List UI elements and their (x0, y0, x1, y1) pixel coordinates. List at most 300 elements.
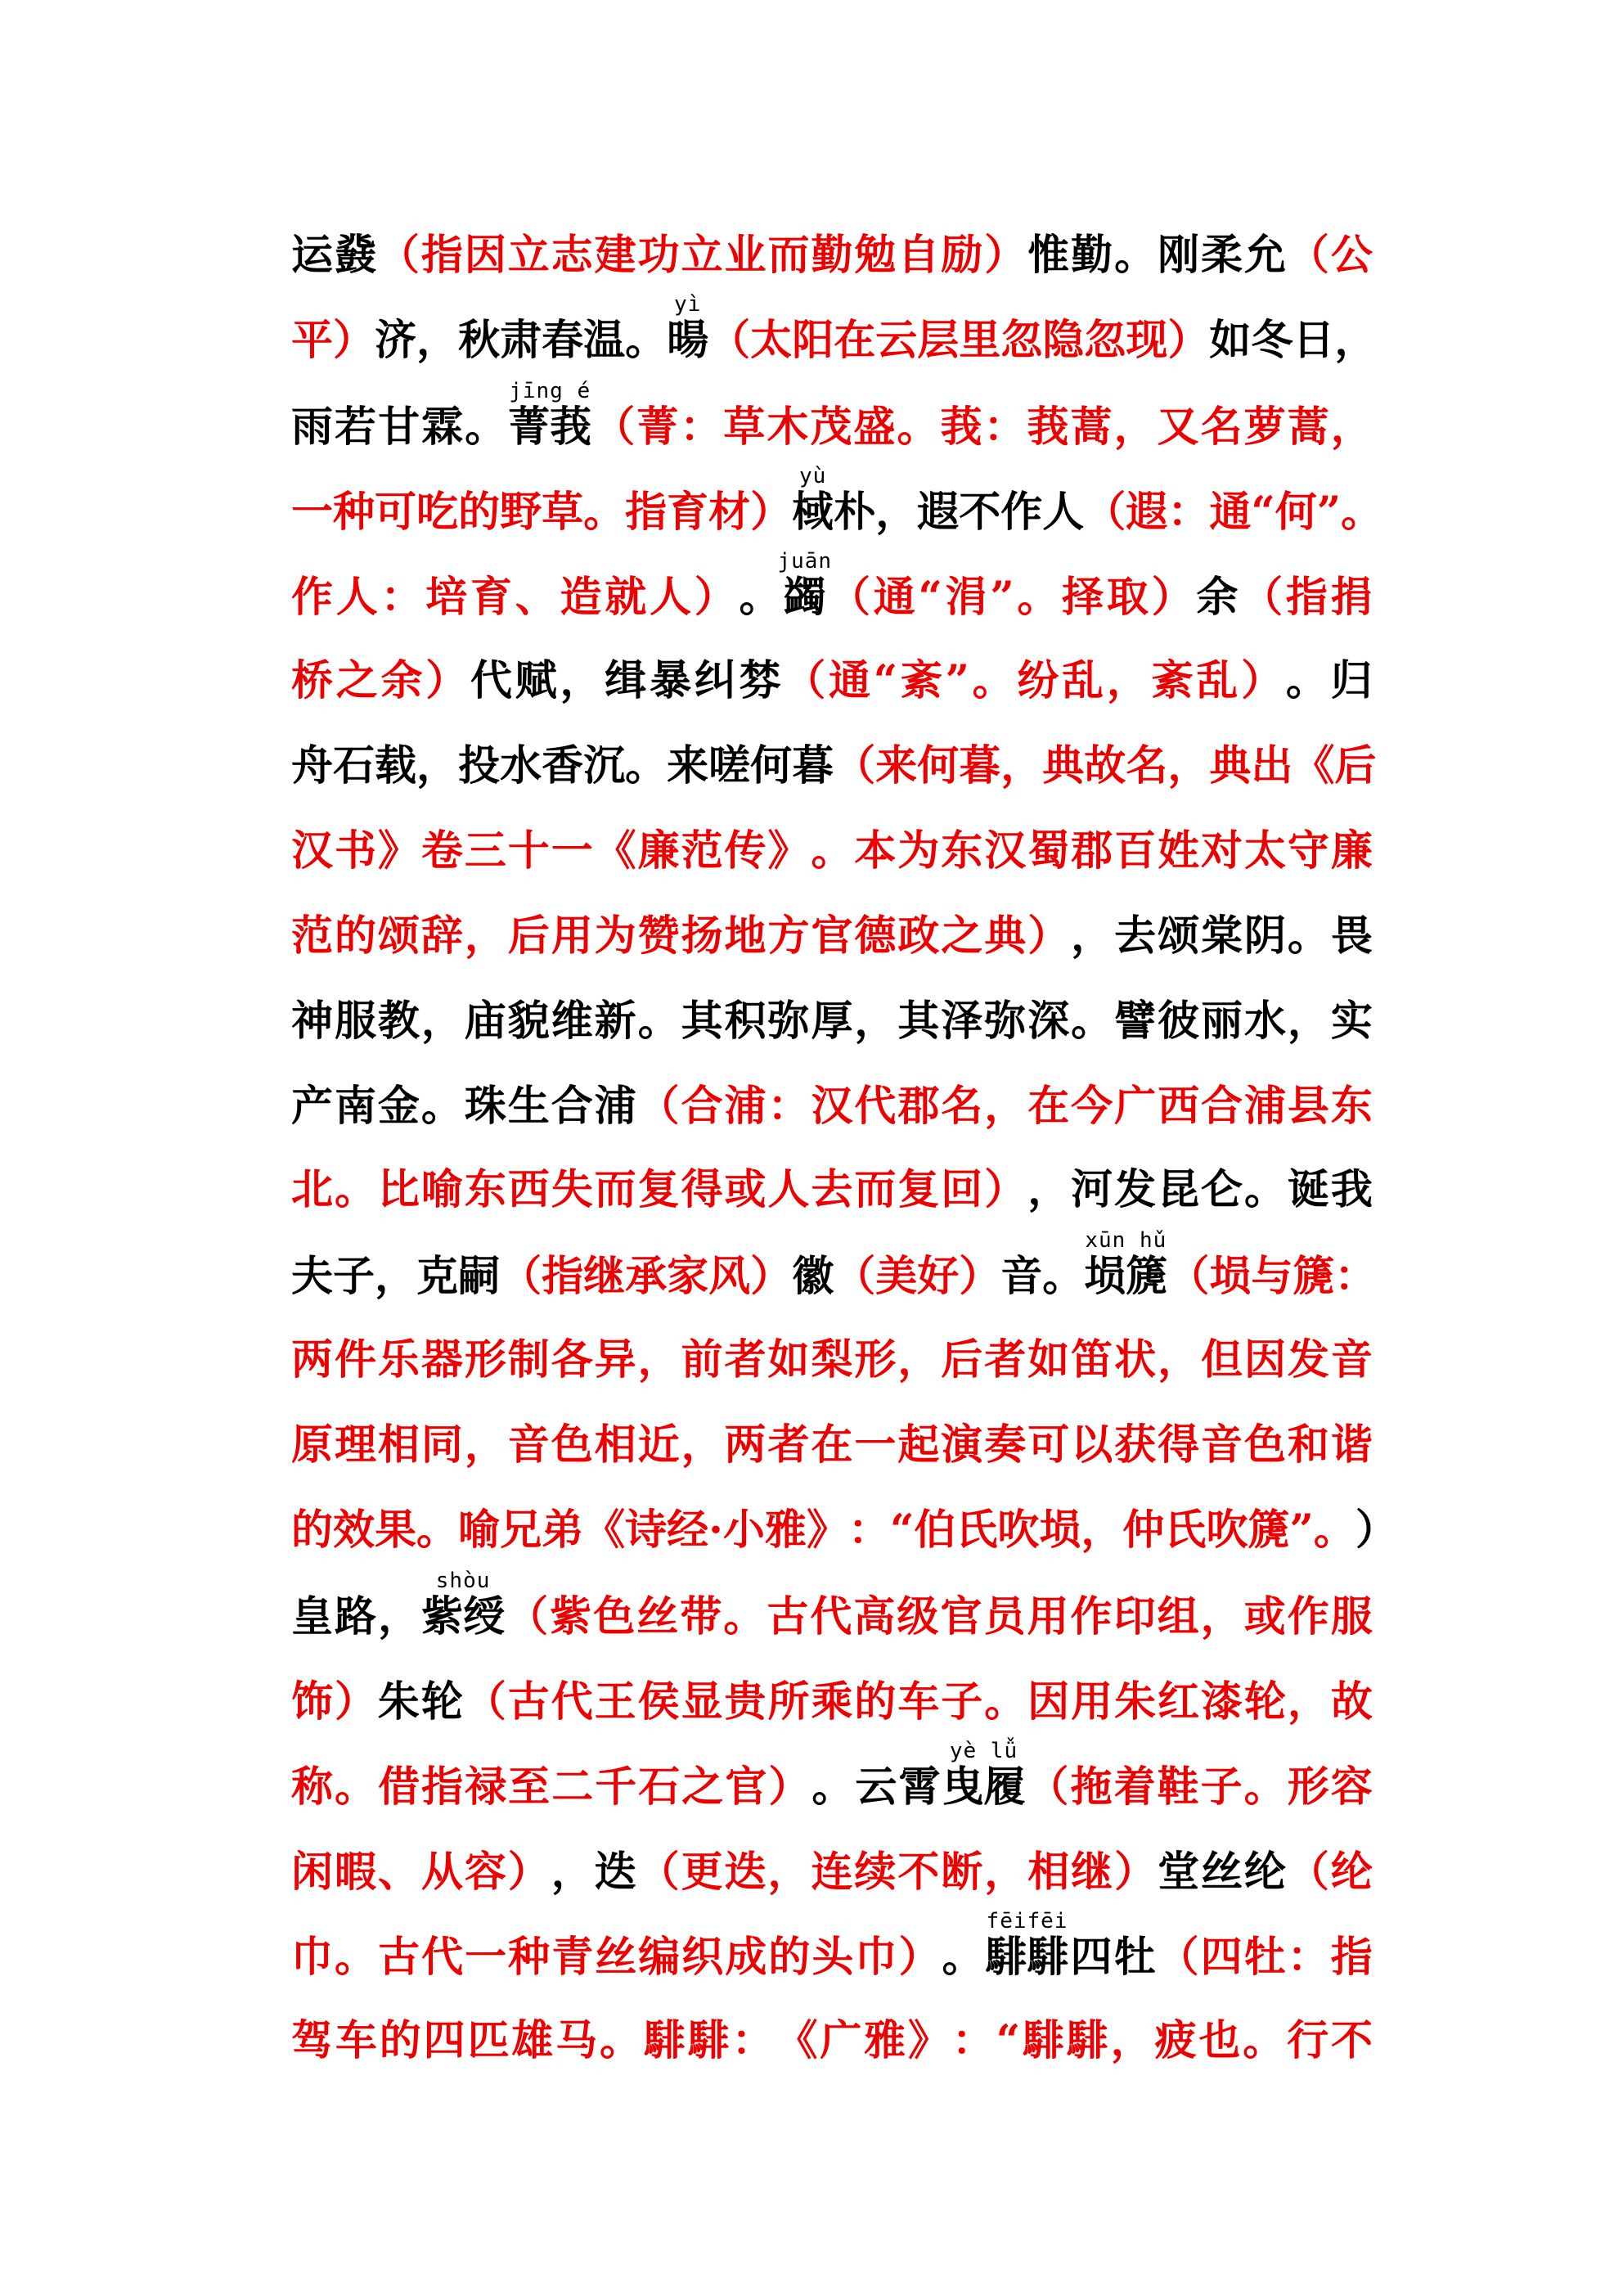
annotation-char: 现 (1126, 316, 1168, 365)
annotation-char: 忽 (1000, 316, 1043, 365)
annotation-char: 菁 (636, 403, 679, 452)
text-line (291, 722, 1377, 790)
annotation-char: 培 (425, 573, 468, 622)
annotation-char: 乱 (1062, 656, 1104, 705)
text-char: 其 (681, 997, 723, 1046)
annotation-char: 用 (1071, 1677, 1113, 1727)
text-char: ， (551, 1848, 593, 1897)
annotation-char: 在 (834, 316, 876, 365)
annotation-char: 头 (812, 1933, 854, 1982)
annotation-char: 喻 (458, 1506, 501, 1555)
annotation-char: “ (918, 573, 942, 622)
text-char: 暴 (650, 656, 692, 705)
annotation-char: ， (1113, 403, 1156, 452)
annotation-char: 家 (667, 1252, 709, 1301)
annotation-char: 雄 (511, 2016, 554, 2065)
annotation-char: 勤 (811, 231, 853, 280)
annotation-char: 遐 (1126, 488, 1168, 537)
annotation-char: 纷 (1017, 656, 1059, 705)
text-char: 。 (1243, 1165, 1286, 1214)
annotation-char: ） (1027, 912, 1070, 961)
annotation-char: ： (731, 2016, 774, 2065)
text-char: 温 (583, 316, 626, 365)
annotation-char: 作 (291, 573, 334, 622)
annotation-char: 浦 (1243, 1082, 1286, 1131)
annotation-char: 同 (420, 1420, 463, 1470)
text-char: 石 (333, 741, 375, 790)
annotation-char: （ (1287, 231, 1329, 280)
annotation-char: ” (1289, 1506, 1314, 1555)
annotation-char: ， (1287, 1677, 1329, 1727)
annotation-char: 后 (507, 912, 550, 961)
annotation-char: 赞 (637, 912, 680, 961)
text-char: 阴 (1243, 912, 1286, 961)
annotation-char: 。 (1017, 573, 1059, 622)
ruby-base-text: 棫 (792, 488, 834, 537)
annotation-char: 的 (334, 912, 376, 961)
annotation-char: 者 (984, 1335, 1027, 1384)
text-char: 载 (375, 741, 417, 790)
text-char: 刚 (1158, 231, 1200, 280)
annotation-char: 。 (583, 488, 626, 537)
text-char: 路 (335, 1592, 377, 1641)
text-char: 棼 (739, 656, 781, 705)
pinyin-annotation: yè lǚ (949, 1739, 1018, 1763)
annotation-char: 故 (1084, 741, 1126, 790)
annotation-char: 《 (594, 826, 636, 876)
annotation-char: （ (1157, 1933, 1199, 1982)
annotation-char: （ (834, 1252, 876, 1301)
annotation-char: 卷 (420, 826, 463, 876)
annotation-char: 盛 (853, 403, 896, 452)
annotation-char: 范 (681, 826, 723, 876)
annotation-char: 比 (377, 1165, 420, 1214)
annotation-char: 演 (941, 1420, 983, 1470)
annotation-char: 为 (897, 826, 940, 876)
annotation-char: 诗 (625, 1506, 668, 1555)
annotation-char: 之 (335, 656, 378, 705)
text-char: 归 (1330, 656, 1373, 705)
annotation-char: 郡 (1071, 826, 1113, 876)
annotation-char: 异 (594, 1335, 636, 1384)
annotation-char: 。 (1313, 1506, 1355, 1555)
text-char: 譬 (1114, 997, 1157, 1046)
annotation-char: 代 (810, 1592, 852, 1641)
annotation-char: 理 (334, 1420, 376, 1470)
annotation-char: （ (1287, 1848, 1329, 1897)
text-char: 秋 (458, 316, 501, 365)
annotation-char: 。 (897, 403, 939, 452)
text-char: ， (375, 1252, 417, 1301)
annotation-char: 就 (605, 573, 647, 622)
annotation-char: 可 (1027, 1420, 1070, 1470)
annotation-char: ： (680, 403, 722, 452)
annotation-char: 织 (681, 1933, 724, 1982)
annotation-char: 种 (333, 488, 375, 537)
text-char: 仑 (1201, 1165, 1243, 1214)
annotation-char: 守 (1287, 826, 1329, 876)
annotation-char: 起 (897, 1420, 940, 1470)
annotation-char: 典 (1042, 741, 1085, 790)
annotation-char: 获 (1114, 1420, 1157, 1470)
annotation-char: 隐 (1042, 316, 1085, 365)
annotation-char: 得 (681, 1165, 723, 1214)
annotation-char: 阳 (792, 316, 834, 365)
annotation-char: 传 (724, 826, 767, 876)
ruby-base-text: 蠲 (784, 573, 826, 622)
text-char: 云 (855, 1763, 897, 1812)
text-char: ） (1355, 1506, 1397, 1555)
annotation-char: 廉 (637, 826, 680, 876)
annotation-char: ） (333, 316, 375, 365)
annotation-char: 萝 (1243, 403, 1286, 452)
annotation-char: 形 (1287, 1763, 1329, 1812)
annotation-char: 巾 (855, 1933, 897, 1982)
annotation-char: 之 (941, 912, 983, 961)
annotation-char: 。 (335, 1933, 377, 1982)
annotation-char: 西 (507, 1165, 550, 1214)
annotation-char: 氏 (1164, 1506, 1207, 1555)
text-char: 如 (1209, 316, 1252, 365)
annotation-char: 。 (416, 1506, 459, 1555)
annotation-char: 着 (1113, 1763, 1156, 1812)
ruby-term (667, 292, 709, 365)
annotation-char: 奏 (984, 1420, 1027, 1470)
annotation-char: 巾 (291, 1933, 334, 1982)
text-char: 积 (724, 997, 767, 1046)
annotation-char: 造 (560, 573, 602, 622)
annotation-char: 广 (1114, 1082, 1157, 1131)
annotation-char: ） (1167, 316, 1210, 365)
annotation-char: 今 (1071, 1082, 1113, 1131)
pinyin-annotation: juān (777, 549, 833, 574)
annotation-char: ： (1167, 488, 1210, 537)
annotation-char: 闲 (291, 1848, 334, 1897)
text-line (291, 807, 1373, 876)
annotation-char: 育 (667, 488, 709, 537)
annotation-char: 三 (464, 826, 506, 876)
text-char: 迭 (594, 1848, 636, 1897)
text-char: 纠 (694, 656, 736, 705)
text-line (291, 1997, 1373, 2065)
annotation-char: 里 (959, 316, 1001, 365)
annotation-char: 《 (776, 2016, 818, 2065)
annotation-char: 青 (551, 1933, 594, 1982)
text-char: 。 (812, 1763, 854, 1812)
text-char: 我 (1330, 1165, 1373, 1214)
annotation-char: 色 (593, 1592, 636, 1641)
ruby-term (1084, 1228, 1168, 1301)
text-char: 遐 (917, 488, 960, 537)
annotation-char: 立 (507, 231, 550, 280)
annotation-char: 效 (333, 1506, 375, 1555)
annotation-char: 汉 (291, 826, 334, 876)
annotation-char: 驾 (291, 2016, 334, 2065)
annotation-char: 辞 (420, 912, 463, 961)
annotation-char: 颂 (377, 912, 420, 961)
annotation-char: 四 (423, 2016, 465, 2065)
annotation-char: 仲 (1122, 1506, 1165, 1555)
annotation-char: 建 (594, 231, 636, 280)
annotation-char: 如 (1027, 1335, 1070, 1384)
annotation-char: 断 (941, 1848, 983, 1897)
annotation-char: 。 (1243, 1763, 1286, 1812)
text-char: 代 (470, 656, 513, 705)
text-char: 厚 (811, 997, 853, 1046)
text-char: 来 (667, 741, 709, 790)
text-char: 神 (291, 997, 334, 1046)
text-char: 。 (465, 403, 507, 452)
annotation-char: 子 (941, 1677, 983, 1727)
annotation-char: 官 (940, 1592, 982, 1641)
text-char: 嗣 (458, 1252, 501, 1301)
annotation-char: 乘 (811, 1677, 853, 1727)
annotation-char: 所 (767, 1677, 810, 1727)
annotation-char: 吃 (416, 488, 459, 537)
annotation-char: 政 (897, 912, 940, 961)
annotation-char: 。 (1243, 2016, 1285, 2065)
annotation-char: 勉 (854, 231, 897, 280)
annotation-char: 去 (811, 1165, 853, 1214)
annotation-char: 高 (853, 1592, 896, 1641)
text-char: 发 (1114, 1165, 1157, 1214)
text-char: 颂 (1158, 912, 1200, 961)
annotation-char: 官 (811, 912, 853, 961)
annotation-char: 篪 (1248, 1506, 1290, 1555)
annotation-char: 谐 (1330, 1420, 1373, 1470)
annotation-char: 从 (420, 1848, 463, 1897)
pinyin-annotation: yù (799, 464, 827, 488)
annotation-char: ） (694, 573, 736, 622)
annotation-char: 莪 (940, 403, 982, 452)
annotation-char: 件 (334, 1335, 376, 1384)
annotation-char: 或 (724, 1165, 767, 1214)
text-char: 。 (739, 573, 781, 622)
annotation-char: 在 (1027, 1082, 1070, 1131)
annotation-char: 员 (983, 1592, 1026, 1641)
text-line (291, 379, 1373, 452)
pinyin-annotation: shòu (435, 1569, 491, 1593)
text-char: 彼 (1158, 997, 1200, 1046)
annotation-char: 涓 (945, 573, 987, 622)
annotation-char: 承 (625, 1252, 668, 1301)
annotation-char: 县 (1287, 1082, 1329, 1131)
annotation-char: 业 (724, 231, 767, 280)
annotation-char: 桥 (291, 656, 334, 705)
annotation-char: 两 (724, 1420, 767, 1470)
annotation-char: 名 (1200, 403, 1243, 452)
annotation-char: ） (1151, 573, 1194, 622)
annotation-char: 贵 (724, 1677, 767, 1727)
annotation-char: 》 (377, 826, 420, 876)
annotation-char: 匹 (467, 2016, 510, 2065)
text-char: 实 (1330, 997, 1373, 1046)
annotation-char: （ (464, 1677, 506, 1727)
annotation-char: ） (750, 488, 793, 537)
annotation-char: 各 (551, 1335, 593, 1384)
annotation-char: 东 (1330, 1082, 1373, 1131)
text-line (291, 637, 1373, 705)
text-line (291, 1909, 1373, 1982)
annotation-char: （ (834, 741, 876, 790)
annotation-char: 风 (708, 1252, 751, 1301)
annotation-char: 因 (1027, 1677, 1070, 1727)
text-char: 沉 (583, 741, 626, 790)
annotation-char: 蒿 (1070, 403, 1113, 452)
annotation-char: 代 (551, 1677, 593, 1727)
text-char: 。 (420, 1082, 463, 1131)
text-char: 轮 (420, 1677, 463, 1727)
annotation-char: 牡 (1243, 1933, 1286, 1982)
annotation-char: 人 (650, 573, 692, 622)
annotation-char: 而 (767, 231, 810, 280)
annotation-char: ， (984, 1848, 1027, 1897)
annotation-char: 太 (1243, 826, 1286, 876)
annotation-char: 马 (555, 2016, 598, 2065)
annotation-char: 何 (917, 741, 960, 790)
annotation-char: 形 (854, 1335, 897, 1384)
text-line (291, 549, 1373, 622)
annotation-char: 器 (420, 1335, 463, 1384)
text-char: 暮 (792, 741, 834, 790)
text-char: 维 (551, 997, 593, 1046)
annotation-char: 范 (291, 912, 334, 961)
annotation-char: 又 (1157, 403, 1199, 452)
annotation-char: 氏 (955, 1506, 998, 1555)
text-char: 朴 (834, 488, 876, 537)
annotation-char: 丝 (595, 1933, 637, 1982)
annotation-char: 一 (465, 1933, 507, 1982)
annotation-char: 古 (507, 1677, 550, 1727)
annotation-char: 埙 (1039, 1506, 1081, 1555)
text-char: 。 (1114, 231, 1157, 280)
annotation-char: （ (637, 1082, 680, 1131)
ruby-term (777, 549, 833, 622)
annotation-char: 乐 (377, 1335, 420, 1384)
annotation-char: 励 (941, 231, 983, 280)
annotation-char: ） (334, 1677, 376, 1727)
annotation-char: 东 (464, 1165, 506, 1214)
ruby-term (508, 379, 592, 452)
annotation-char: 得 (1158, 1420, 1200, 1470)
text-char: 运 (291, 231, 334, 280)
annotation-char: 四 (1200, 1933, 1243, 1982)
text-char: 春 (542, 316, 584, 365)
annotation-char: 或 (1243, 1592, 1286, 1641)
annotation-char: 形 (464, 1335, 506, 1384)
text-char: 冬 (1251, 316, 1293, 365)
annotation-char: 层 (917, 316, 960, 365)
annotation-char: 相 (594, 1420, 636, 1470)
annotation-char: 禄 (465, 1763, 507, 1812)
annotation-char: （ (708, 316, 751, 365)
annotation-char: 人 (335, 573, 378, 622)
annotation-char: （ (506, 1592, 549, 1641)
annotation-char: 蒿 (1287, 403, 1329, 452)
annotation-char: ， (1167, 741, 1210, 790)
annotation-char: 发 (1287, 1335, 1329, 1384)
annotation-char: ） (984, 1165, 1027, 1214)
annotation-char: ， (464, 1420, 506, 1470)
annotation-char: 出 (1251, 741, 1293, 790)
annotation-char: 典 (1209, 741, 1252, 790)
text-char: 牡 (1113, 1933, 1156, 1982)
text-char: 勤 (1071, 231, 1113, 280)
annotation-char: 。 (811, 826, 853, 876)
text-char: 纶 (1243, 1848, 1286, 1897)
annotation-char: ） (1241, 656, 1284, 705)
annotation-char: 纶 (1330, 1848, 1373, 1897)
annotation-char: 饰 (291, 1677, 334, 1727)
annotation-char: 制 (507, 1335, 550, 1384)
annotation-char: ） (898, 1933, 941, 1982)
text-char: 生 (507, 1082, 550, 1131)
annotation-char: ” (945, 656, 969, 705)
annotation-char: 书 (334, 826, 376, 876)
annotation-char: 。 (600, 2016, 642, 2065)
annotation-char: 弟 (542, 1506, 584, 1555)
annotation-char: 而 (594, 1165, 636, 1214)
text-char: 诞 (1287, 1165, 1329, 1214)
annotation-char: 轮 (1243, 1677, 1286, 1727)
text-char: 允 (1243, 231, 1286, 280)
annotation-char: ） (750, 1252, 793, 1301)
text-line (291, 1316, 1373, 1384)
text-char: ， (560, 656, 602, 705)
annotation-char: 续 (854, 1848, 897, 1897)
text-char: ， (1071, 912, 1113, 961)
annotation-char: 者 (767, 1420, 810, 1470)
annotation-char: 丝 (636, 1592, 679, 1641)
ruby-base-text: 埙篪 (1084, 1252, 1168, 1301)
annotation-char: ， (1158, 1335, 1200, 1384)
annotation-char: 一 (291, 488, 334, 537)
annotation-char: （ (500, 1252, 542, 1301)
text-char: 。 (1071, 997, 1113, 1046)
annotation-char: ： (847, 1506, 890, 1555)
annotation-char: 疲 (1154, 2016, 1197, 2065)
annotation-char: 方 (767, 912, 810, 961)
annotation-char: 者 (724, 1335, 767, 1384)
text-line (291, 1739, 1373, 1812)
annotation-char: 平 (291, 316, 334, 365)
text-char: 。 (625, 316, 668, 365)
text-char: 去 (1114, 912, 1157, 961)
annotation-char: 编 (638, 1933, 681, 1982)
annotation-char: 成 (725, 1933, 767, 1982)
annotation-char: 服 (1330, 1592, 1373, 1641)
annotation-char: ： (1287, 1933, 1329, 1982)
text-char: 畏 (1330, 912, 1373, 961)
annotation-char: 木 (767, 403, 809, 452)
annotation-char: 郡 (897, 1082, 940, 1131)
ruby-term (421, 1569, 506, 1641)
text-char: 弥 (984, 997, 1027, 1046)
annotation-char: 和 (1287, 1420, 1329, 1470)
annotation-char: 组 (1157, 1592, 1199, 1641)
annotation-char: 西 (1158, 1082, 1200, 1131)
annotation-char: 音 (1201, 1420, 1243, 1470)
annotation-char: （ (1241, 573, 1284, 622)
annotation-char: 雅 (764, 1506, 807, 1555)
text-char: 鼗 (334, 231, 376, 280)
annotation-char: 。 (972, 656, 1014, 705)
annotation-char: ） (425, 656, 468, 705)
annotation-char: 两 (291, 1335, 334, 1384)
annotation-char: 容 (1330, 1763, 1373, 1812)
text-char: 水 (1243, 997, 1286, 1046)
annotation-char: 余 (380, 656, 423, 705)
